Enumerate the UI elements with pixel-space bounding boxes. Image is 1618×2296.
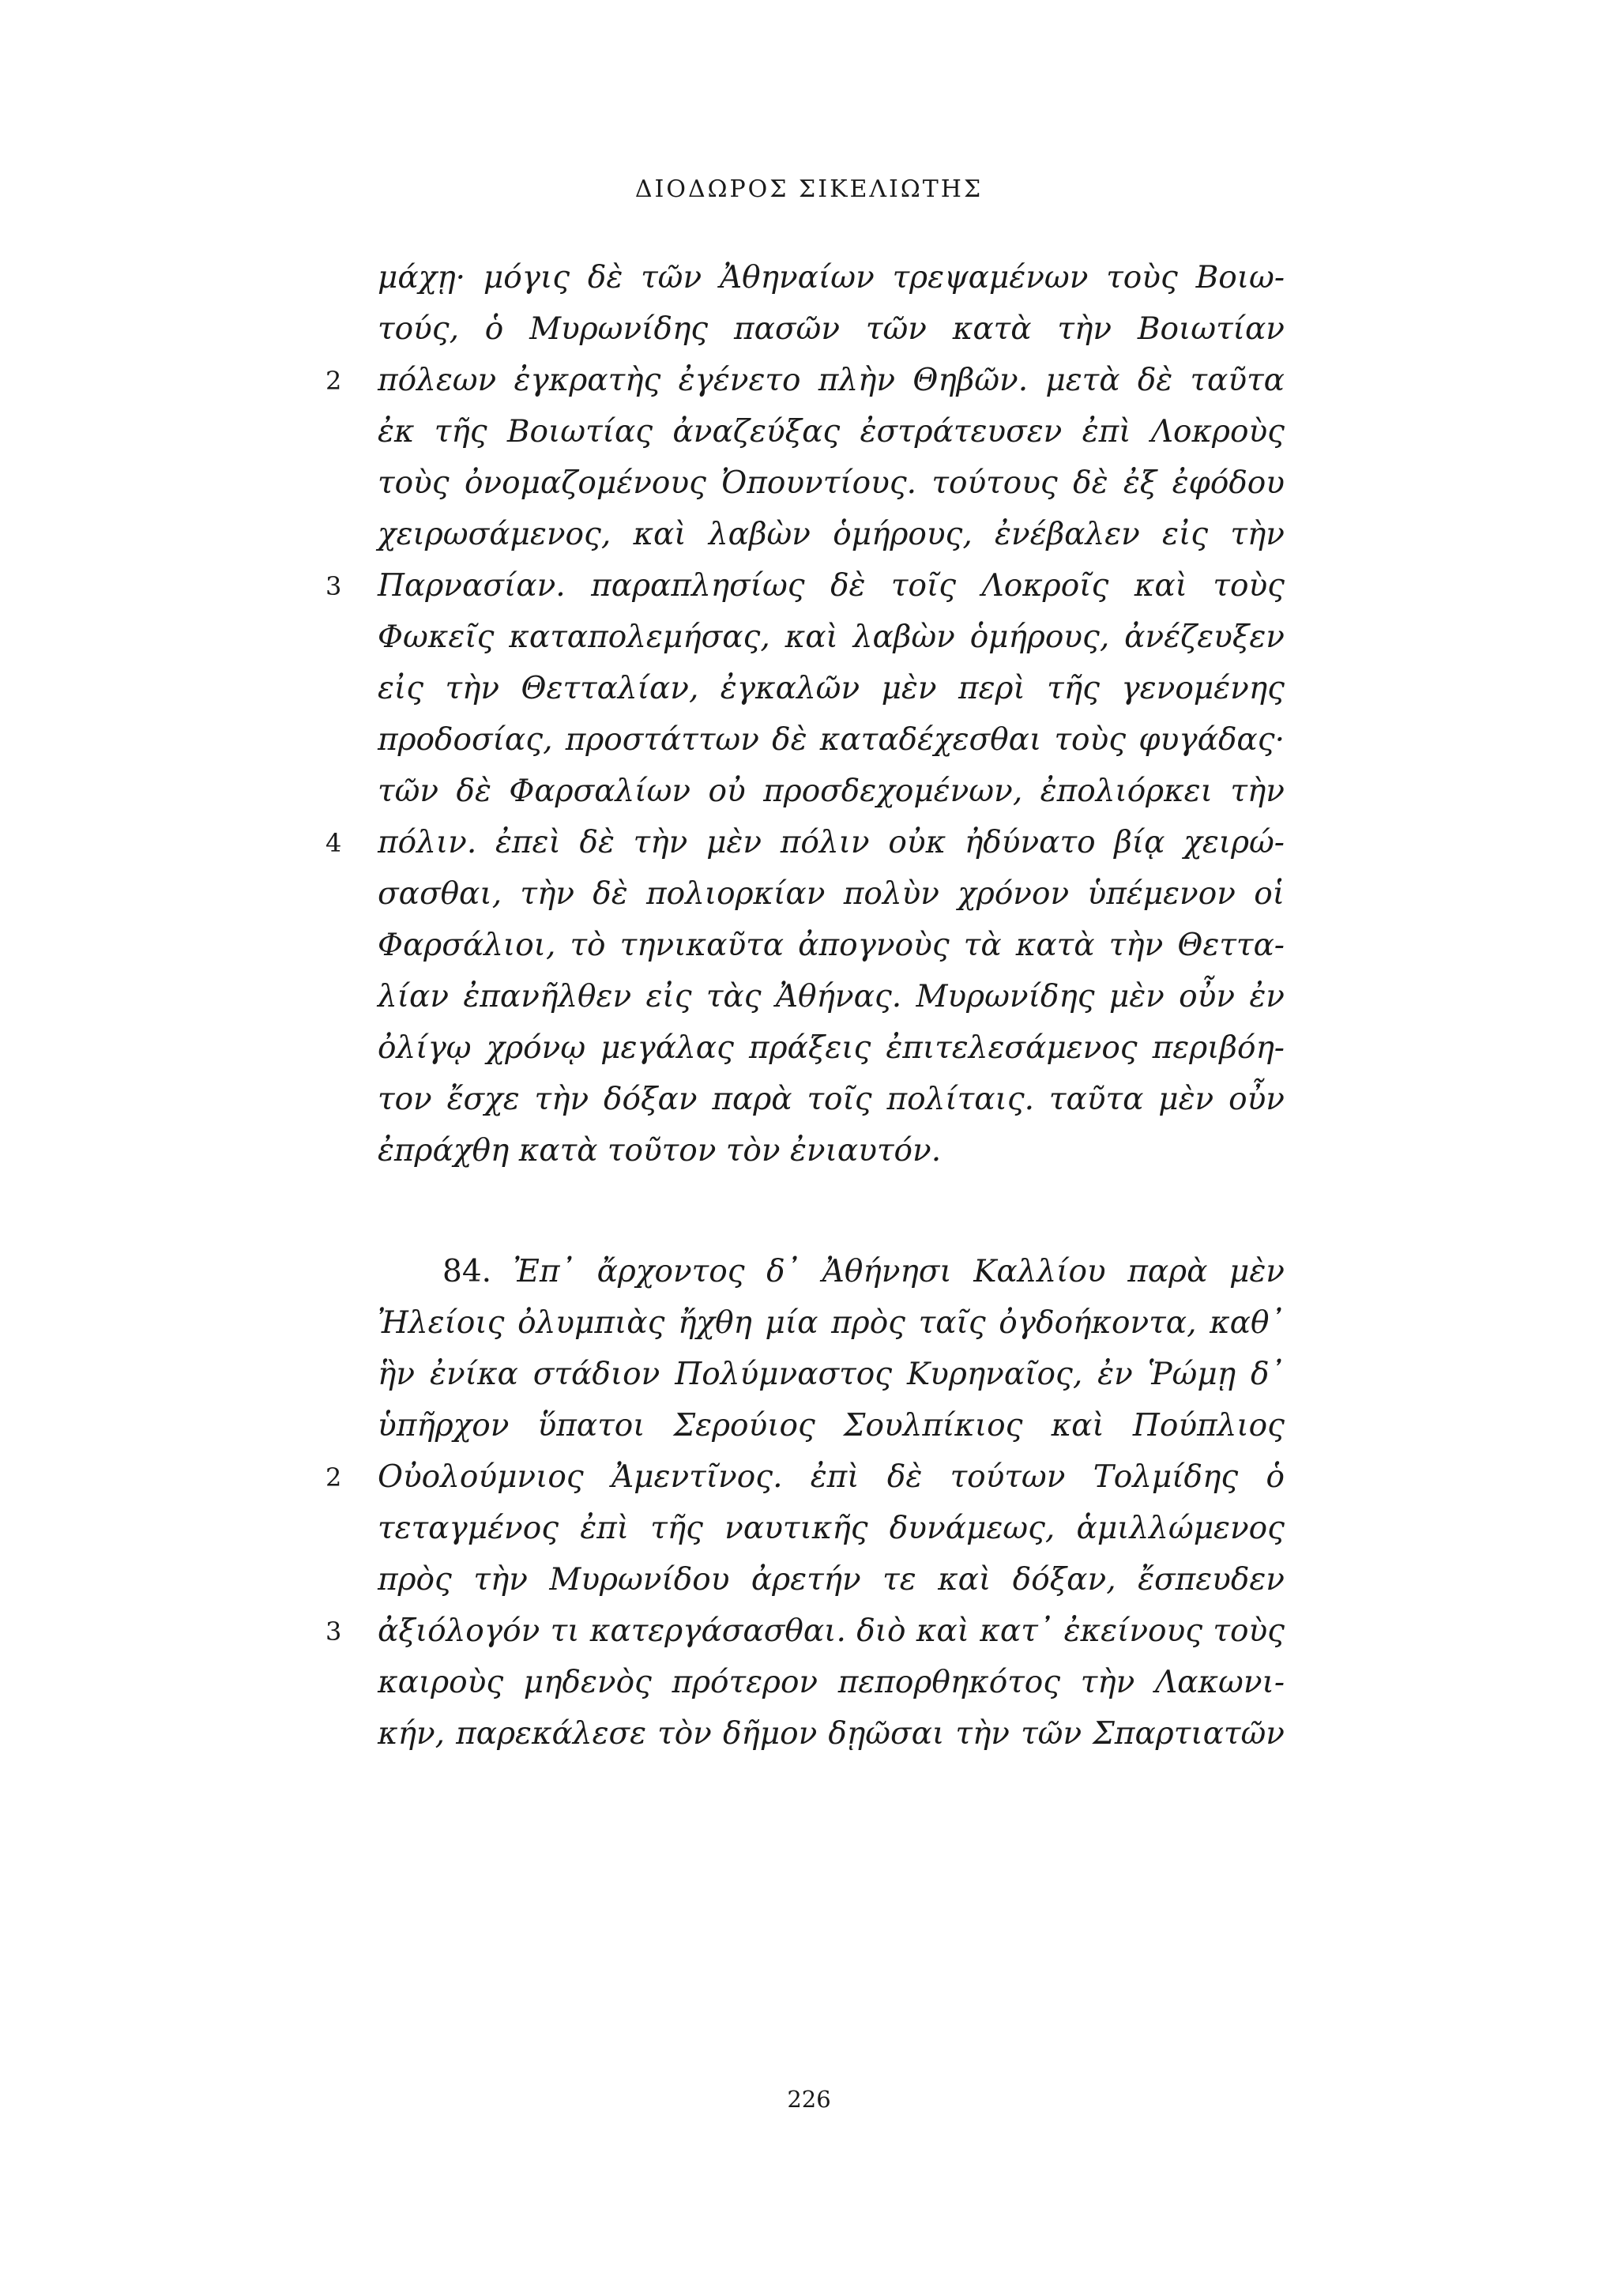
text-line: πόλεων ἐγκρατὴς ἐγένετο πλὴν Θηβῶν. μετὰ δὲ ταῦτα: [378, 363, 1285, 398]
text-line: καιροὺς μηδενὸς πρότερον πεπορθηκότος τὴν Λακωνι-: [378, 1665, 1285, 1700]
text-line: ὀλίγῳ χρόνῳ μεγάλας πράξεις ἐπιτελεσάμενος περιβόη-: [378, 1030, 1285, 1066]
chapter-number: 84.: [442, 1254, 492, 1289]
text-line: πόλιν. ἐπεὶ δὲ τὴν μὲν πόλιν οὐκ ἠδύνατο βίᾳ χειρώ-: [378, 825, 1285, 860]
section-number: 2: [325, 1462, 342, 1492]
text-line: Παρνασίαν. παραπλησίως δὲ τοῖς Λοκροῖς καὶ τοὺς: [378, 568, 1285, 604]
text-line: σασθαι, τὴν δὲ πολιορκίαν πολὺν χρόνον ὑπέμενον οἱ: [378, 876, 1285, 912]
chapter-first-line: [442, 1248, 1285, 1296]
text-line: πρὸς τὴν Μυρωνίδου ἀρετήν τε καὶ δόξαν, ἔσπευδεν: [378, 1562, 1285, 1598]
text-line: εἰς τὴν Θετταλίαν, ἐγκαλῶν μὲν περὶ τῆς γενομένης: [378, 671, 1285, 706]
text-line: τῶν δὲ Φαρσαλίων οὐ προσδεχομένων, ἐπολιόρκει τὴν: [378, 773, 1285, 809]
text-line: κήν, παρεκάλεσε τὸν δῆμον δῃῶσαι τὴν τῶν Σπαρτιατῶν: [378, 1716, 1285, 1752]
section-number: 3: [325, 571, 342, 601]
text-line: ἣν ἐνίκα στάδιον Πολύμναστος Κυρηναῖος, ἐν Ῥώμῃ δ᾿: [378, 1357, 1285, 1392]
text-line: λίαν ἐπανῆλθεν εἰς τὰς Ἀθήνας. Μυρωνίδης μὲν οὖν ἐν: [378, 979, 1285, 1014]
section-number: 4: [325, 828, 342, 858]
chapter-first-line-text: Ἐπ᾿ ἄρχοντος δ᾿ Ἀθήνησι Καλλίου παρὰ μὲν: [513, 1254, 1285, 1289]
text-line: ἐπράχθη κατὰ τοῦτον τὸν ἐνιαυτόν.: [378, 1133, 942, 1169]
text-line: προδοσίας, προστάττων δὲ καταδέχεσθαι τοὺς φυγάδας·: [378, 722, 1285, 758]
page-number: 226: [787, 2086, 831, 2113]
text-line: τεταγμένος ἐπὶ τῆς ναυτικῆς δυνάμεως, ἁμιλλώμενος: [378, 1511, 1285, 1546]
text-line: τούς, ὁ Μυρωνίδης πασῶν τῶν κατὰ τὴν Βοιωτίαν: [378, 311, 1285, 347]
text-line: ἀξιόλογόν τι κατεργάσασθαι. διὸ καὶ κατ᾿ ἐκείνους τοὺς: [378, 1613, 1285, 1649]
text-line: Φωκεῖς καταπολεμήσας, καὶ λαβὼν ὁμήρους, ἀνέζευξεν: [378, 619, 1285, 655]
text-line: χειρωσάμενος, καὶ λαβὼν ὁμήρους, ἐνέβαλεν εἰς τὴν: [378, 517, 1285, 552]
text-line: Οὐολούμνιος Ἀμεντῖνος. ἐπὶ δὲ τούτων Τολμίδης ὁ: [378, 1459, 1285, 1495]
text-line: Φαρσάλιοι, τὸ τηνικαῦτα ἀπογνοὺς τὰ κατὰ τὴν Θεττα-: [378, 928, 1285, 963]
text-line: τον ἔσχε τὴν δόξαν παρὰ τοῖς πολίταις. ταῦτα μὲν οὖν: [378, 1082, 1285, 1117]
running-head: ΔΙΟΔΩΡΟΣ ΣΙΚΕΛΙΩΤΗΣ: [634, 175, 984, 203]
text-line: ἐκ τῆς Βοιωτίας ἀναζεύξας ἐστράτευσεν ἐπὶ Λοκροὺς: [378, 414, 1285, 450]
section-number: 2: [325, 366, 342, 396]
section-number: 3: [325, 1617, 342, 1647]
text-line: μάχῃ· μόγις δὲ τῶν Ἀθηναίων τρεψαμένων τοὺς Βοιω-: [378, 260, 1285, 295]
text-line: Ἠλείοις ὀλυμπιὰς ἤχθη μία πρὸς ταῖς ὀγδοήκοντα, καθ᾿: [378, 1305, 1285, 1341]
text-line: τοὺς ὀνομαζομένους Ὀπουντίους. τούτους δὲ ἐξ ἐφόδου: [378, 465, 1285, 501]
text-line: ὑπῆρχον ὕπατοι Σερούιος Σουλπίκιος καὶ Πούπλιος: [378, 1408, 1285, 1443]
